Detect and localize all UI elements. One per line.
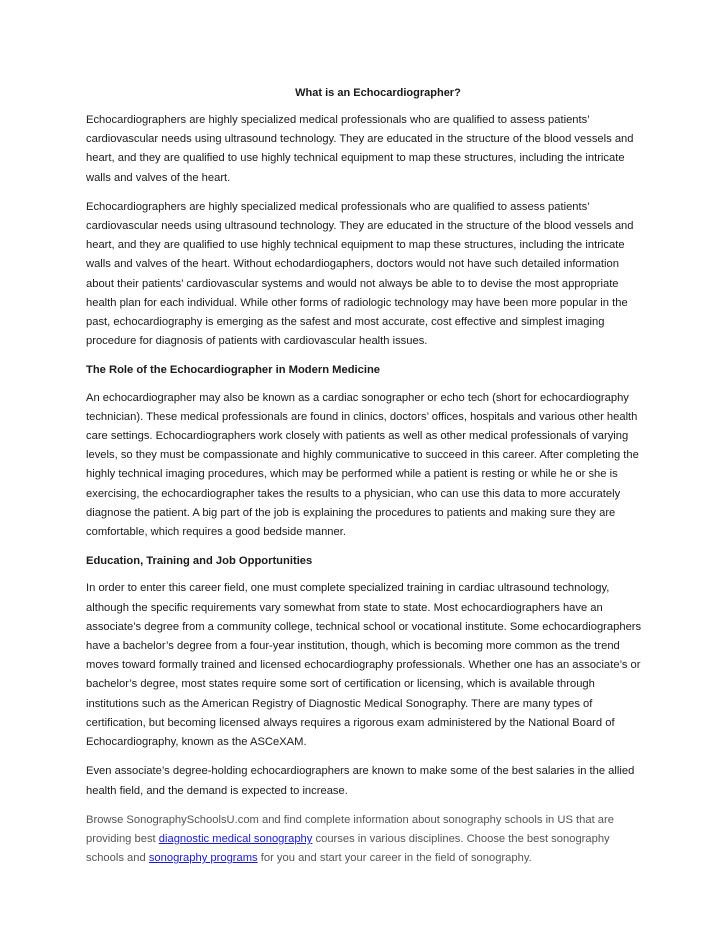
section-heading-role: The Role of the Echocardiographer in Modern Medicine bbox=[86, 364, 381, 377]
browse-paragraph bbox=[86, 811, 642, 869]
section-heading-education: Education, Training and Job Opportunities bbox=[86, 555, 313, 568]
diagnostic-medical-sonography-link[interactable]: diagnostic medical sonography bbox=[158, 832, 313, 845]
page-title: What is an Echocardiographer? bbox=[295, 87, 461, 99]
education-paragraph: In order to enter this career field, one must complete specialized training in cardiac ultrasound technology, although the specific requirements vary somewhat from state to state. Most echocardiographers have an associate’s degree from a community college, technical school or vocational institute. Some echocardiographers have a bachelor’s degree from a four-year institution, though, which is becoming more common as the trend moves toward formally trained and licensed echocardiography professionals. Whether one has an associate’s or bachelor’s degree, most states require some sort of certification or licensing, which is available through institutions such as the American Registry of Diagnostic Medical Sonography. There are many types of certification, but becoming licensed always requires a rigorous exam administered by the National Board of Echocardiography, known as the ASCeXAM. bbox=[86, 582, 642, 749]
browse-text-3: for you and start your career in the field of sonography. bbox=[257, 852, 532, 865]
browse-text-1: Browse SonographySchoolsU.com and find complete information about sonography schools in US that are providing best bbox=[86, 813, 614, 845]
intro-paragraph: Echocardiographers are highly specialized medical professionals who are qualified to assess patients’ cardiovascular needs using ultrasound technology. They are educated in the structure of the blood vessels and heart, and they are qualified to use highly technical equipment to map these structures, including the intricate walls and valves of the heart. bbox=[86, 114, 634, 184]
overview-paragraph: Echocardiographers are highly specialized medical professionals who are qualified to assess patients’ cardiovascular needs using ultrasound technology. They are educated in the structure of the blood vessels and heart, and they are qualified to use highly technical equipment to map these structures, including the intricate walls and valves of the heart. Without echodardiogaphers, doctors would not have such detailed information about their patients’ cardiovascular systems and would not always be able to to devise the most appropriate health plan for each individual. While other forms of radiologic technology may have been more popular in the past, echocardiography is emerging as the safest and most accurate, cost effective and simplest imaging procedure for diagnosis of patients with cardiovascular health issues. bbox=[86, 200, 634, 348]
salary-paragraph: Even associate’s degree-holding echocardiographers are known to make some of the best salaries in the allied health field, and the demand is expected to increase. bbox=[86, 765, 635, 797]
role-paragraph: An echocardiographer may also be known as a cardiac sonographer or echo tech (short for echocardiography technician). These medical professionals are found in clinics, doctors’ offices, hospitals and various other health care settings. Echocardiographers work closely with patients as well as other medical professionals of varying levels, so they must be compassionate and highly communicative to succeed in this career. After completing the highly technical imaging procedures, which may be performed while a patient is resting or while he or she is exercising, the echocardiographer takes the results to a physician, who can use this data to more accurately diagnose the patient. A big part of the job is explaining the procedures to patients and making sure they are comfortable, which requires a good bedside manner. bbox=[86, 391, 639, 539]
sonography-programs-link[interactable]: sonography programs bbox=[148, 852, 258, 865]
browse-text-2: courses in various disciplines. Choose the best sonography schools and bbox=[86, 832, 610, 865]
